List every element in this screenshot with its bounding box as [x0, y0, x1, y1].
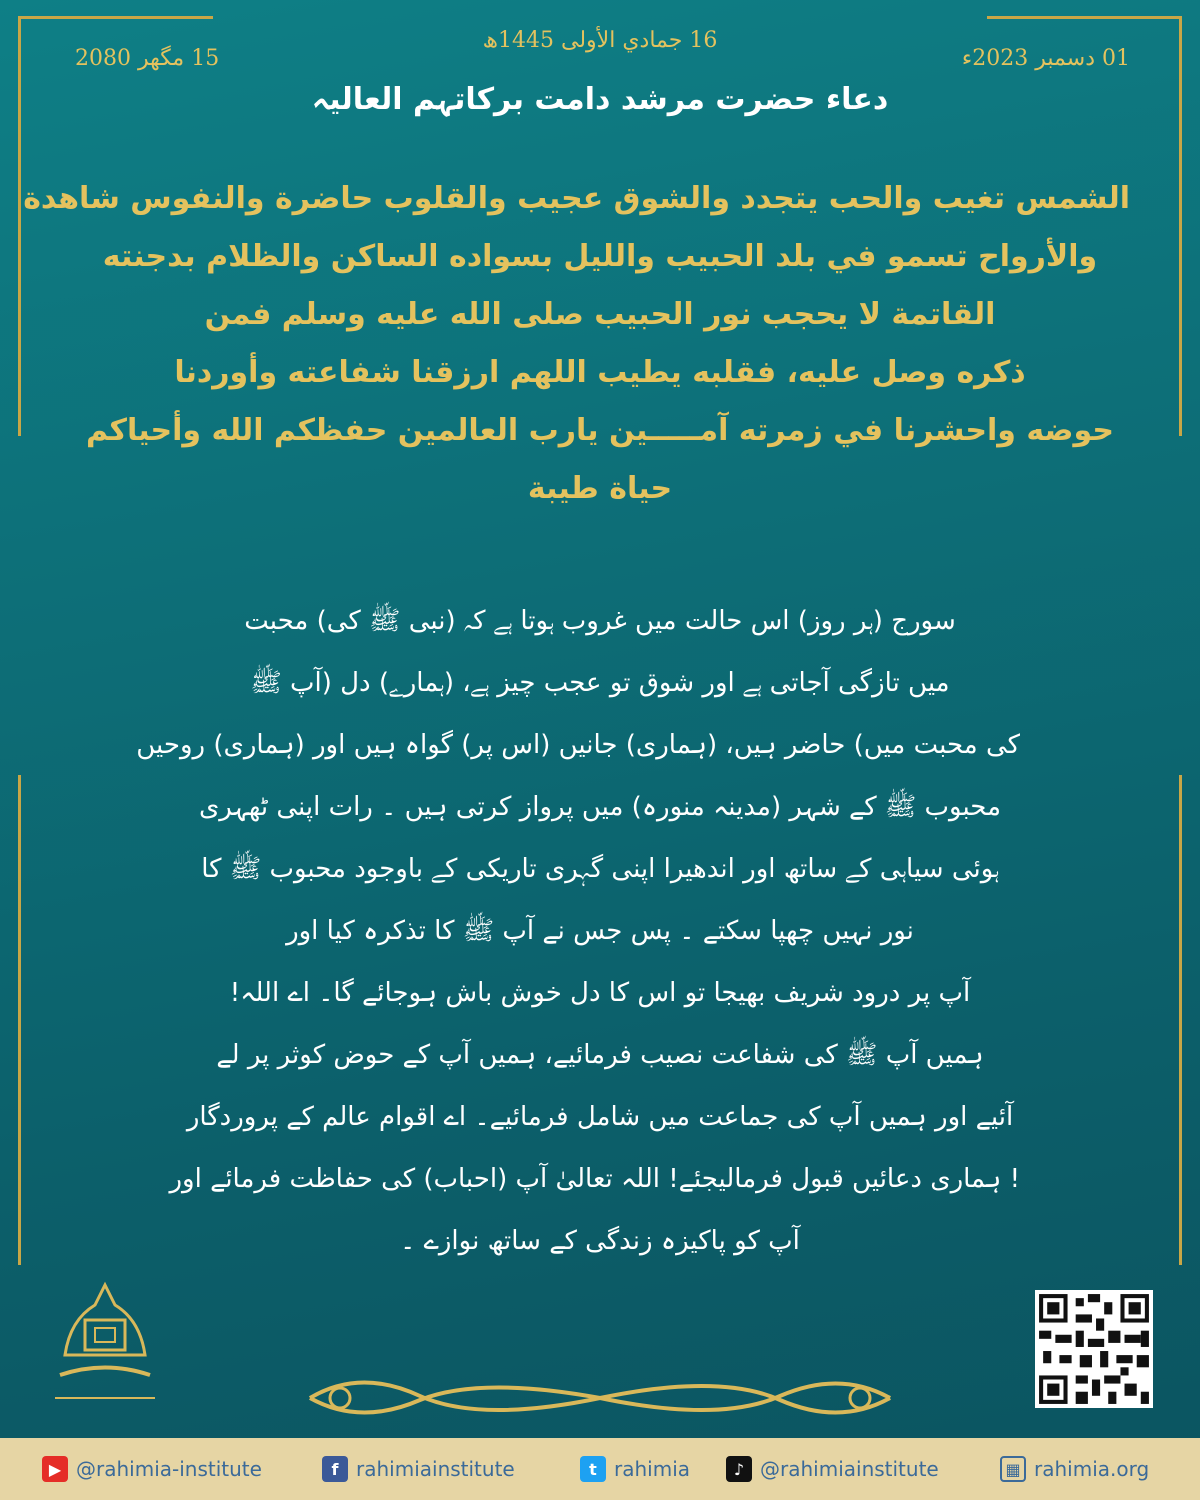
arabic-dua	[23, 170, 1130, 518]
urdu-line: آپ کو پاکیزہ زندگی کے ساتھ نوازے ۔	[400, 1226, 800, 1256]
twitter-link[interactable]	[580, 1456, 690, 1482]
rahimia-logo	[40, 1280, 170, 1420]
frame-top-left	[18, 16, 213, 19]
arabic-line: حوضه واحشرنا في زمرته آمـــــين يارب العالمين حفظكم الله وأحياكم	[86, 413, 1114, 448]
tiktok-icon: ♪	[726, 1456, 752, 1482]
frame-right-bottom	[1179, 775, 1182, 1265]
arabic-line: الشمس تغيب والحب يتجدد والشوق عجيب والقلوب حاضرة والنفوس شاهدة	[23, 181, 1130, 216]
website-link[interactable]	[1000, 1456, 1149, 1482]
urdu-line: محبوب ﷺ کے شہر (مدینہ منورہ) میں پرواز کرتی ہیں ۔ رات اپنی ٹھہری	[198, 792, 1002, 822]
web-icon: ▦	[1000, 1456, 1026, 1482]
youtube-icon: ▶	[42, 1456, 68, 1482]
tiktok-link[interactable]	[726, 1456, 939, 1482]
arabic-line: القاتمة لا يحجب نور الحبيب صلى الله عليه وسلم فمن	[204, 297, 996, 332]
twitter-icon: t	[580, 1456, 606, 1482]
urdu-line: ہمیں آپ ﷺ کی شفاعت نصیب فرمائیے، ہمیں آپ کے حوض کوثر پر لے	[216, 1040, 984, 1070]
arabic-line: حياة طيبة	[527, 471, 673, 506]
urdu-line: کی محبت میں) حاضر ہیں، (ہماری) جانیں (اس پر) گواہ ہیں اور (ہماری) روحیں	[136, 730, 1020, 760]
facebook-link[interactable]	[322, 1456, 515, 1482]
urdu-line: ہوئی سیاہی کے ساتھ اور اندھیرا اپنی گہری تاریکی کے باوجود محبوب ﷺ کا	[201, 854, 999, 884]
urdu-translation	[136, 590, 1020, 1272]
arabic-line: والأرواح تسمو في بلد الحبيب والليل بسواده الساكن والظلام بدجنته	[102, 239, 1098, 274]
urdu-line: آپ پر درود شریف بھیجا تو اس کا دل خوش باش ہوجائے گا۔ اے اللہ!	[229, 978, 971, 1008]
website-url: rahimia.org	[1034, 1457, 1150, 1481]
hijri-date: 16 جمادي الأولى 1445ھ	[482, 28, 718, 53]
arabic-line: ذكره وصل عليه، فقلبه يطيب اللهم ارزقنا شفاعته وأوردنا	[174, 355, 1026, 390]
urdu-line: ! ہماری دعائیں قبول فرمالیجئے! اللہ تعالیٰ آپ (احباب) کی حفاظت فرمائے اور	[169, 1164, 1020, 1194]
twitter-handle: rahimia	[614, 1457, 691, 1481]
gregorian-date: 01 دسمبر 2023ء	[961, 46, 1130, 71]
urdu-line: میں تازگی آجاتی ہے اور شوق تو عجب چیز ہے، (ہمارے) دل (آپ ﷺ	[250, 668, 950, 698]
bikrami-date: 15 مگھر 2080	[75, 46, 220, 71]
frame-right-top	[1179, 16, 1182, 436]
page-title: دعاء حضرت مرشد دامت برکاتہم العالیہ	[311, 82, 889, 117]
facebook-handle: rahimiainstitute	[356, 1457, 515, 1481]
social-footer	[0, 1438, 1200, 1500]
frame-top-right	[987, 16, 1182, 19]
frame-left-top	[18, 16, 21, 436]
tiktok-handle: @rahimiainstitute	[760, 1457, 939, 1481]
youtube-handle: @rahimia-institute	[76, 1457, 262, 1481]
urdu-line: آئیے اور ہمیں آپ کی جماعت میں شامل فرمائیے۔ اے اقوام عالم کے پروردگار	[186, 1102, 1014, 1132]
facebook-icon: f	[322, 1456, 348, 1482]
urdu-line: نور نہیں چھپا سکتے ۔ پس جس نے آپ ﷺ کا تذکرہ کیا اور	[286, 916, 914, 946]
urdu-line: سورج (ہر روز) اس حالت میں غروب ہوتا ہے کہ (نبی ﷺ کی) محبت	[244, 606, 956, 636]
qr-code[interactable]	[1035, 1290, 1153, 1408]
frame-left-bottom	[18, 775, 21, 1265]
gold-ornament	[300, 1368, 900, 1428]
youtube-link[interactable]	[42, 1456, 262, 1482]
